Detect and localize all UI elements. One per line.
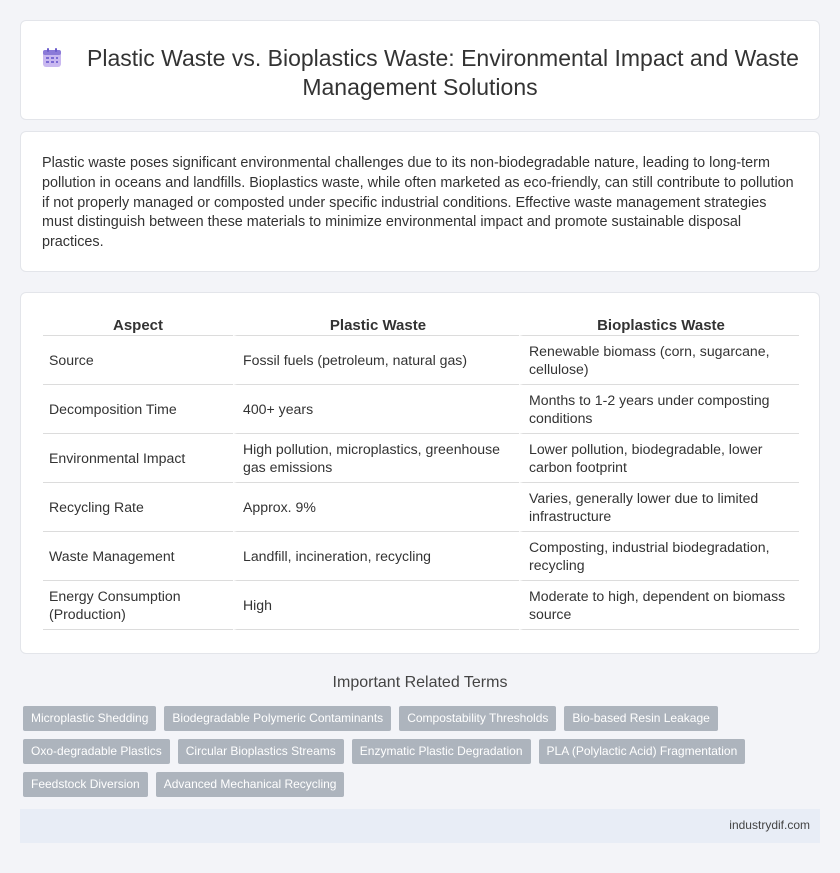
table-cell: Landfill, incineration, recycling <box>233 532 519 581</box>
page-title-wrap <box>21 44 819 102</box>
related-term-tag[interactable]: Enzymatic Plastic Degradation <box>352 739 531 764</box>
table-header-row <box>43 316 799 336</box>
table-cell: High pollution, microplastics, greenhouse gas emissions <box>233 434 519 483</box>
calendar-icon <box>41 47 63 69</box>
intro-card <box>20 131 820 272</box>
table-cell: Source <box>43 336 233 385</box>
table-cell: Decomposition Time <box>43 385 233 434</box>
table-row <box>43 483 799 532</box>
table-row <box>43 385 799 434</box>
table-cell: Months to 1-2 years under composting conditions <box>519 385 799 434</box>
table-cell: Environmental Impact <box>43 434 233 483</box>
related-term-tag[interactable]: Circular Bioplastics Streams <box>178 739 344 764</box>
column-header: Plastic Waste <box>233 316 519 336</box>
footer <box>20 809 820 843</box>
related-term-tag[interactable]: Compostability Thresholds <box>399 706 556 731</box>
related-term-tag[interactable]: Microplastic Shedding <box>23 706 156 731</box>
footer-site-link[interactable]: industrydif.com <box>729 818 810 832</box>
table-cell: Renewable biomass (corn, sugarcane, cellulose) <box>519 336 799 385</box>
table-cell: High <box>233 581 519 630</box>
related-term-tag[interactable]: Advanced Mechanical Recycling <box>156 772 345 797</box>
table-cell: Waste Management <box>43 532 233 581</box>
column-header: Aspect <box>43 316 233 336</box>
table-cell: Lower pollution, biodegradable, lower carbon footprint <box>519 434 799 483</box>
table-row <box>43 434 799 483</box>
related-term-tag[interactable]: Biodegradable Polymeric Contaminants <box>164 706 391 731</box>
table-cell: Moderate to high, dependent on biomass source <box>519 581 799 630</box>
table-row <box>43 581 799 630</box>
column-header: Bioplastics Waste <box>519 316 799 336</box>
table-cell: Composting, industrial biodegradation, recycling <box>519 532 799 581</box>
page-title: Plastic Waste vs. Bioplastics Waste: Environmental Impact and Waste Management Solutions <box>87 45 799 100</box>
related-term-tag[interactable]: PLA (Polylactic Acid) Fragmentation <box>539 739 746 764</box>
table-cell: Approx. 9% <box>233 483 519 532</box>
related-term-tag[interactable]: Feedstock Diversion <box>23 772 148 797</box>
table-cell: Energy Consumption (Production) <box>43 581 233 630</box>
table-row <box>43 336 799 385</box>
related-terms-heading: Important Related Terms <box>332 674 508 691</box>
related-terms-list <box>23 706 783 797</box>
comparison-card <box>20 292 820 654</box>
comparison-table <box>43 316 799 630</box>
title-card <box>20 20 820 120</box>
related-term-tag[interactable]: Bio-based Resin Leakage <box>564 706 717 731</box>
table-cell: 400+ years <box>233 385 519 434</box>
table-cell: Fossil fuels (petroleum, natural gas) <box>233 336 519 385</box>
table-row <box>43 532 799 581</box>
table-cell: Recycling Rate <box>43 483 233 532</box>
intro-paragraph: Plastic waste poses significant environmental challenges due to its non-biodegradable nature, leading to long-term pollution in oceans and landfills. Bioplastics waste, while often marketed as eco-friendly, can still contribute to pollution if not properly managed or composted under specific industrial conditions. Effective waste management strategies must distinguish between these materials to minimize environmental impact and promote sustainable disposal practices. <box>42 155 794 251</box>
related-term-tag[interactable]: Oxo-degradable Plastics <box>23 739 170 764</box>
table-cell: Varies, generally lower due to limited infrastructure <box>519 483 799 532</box>
